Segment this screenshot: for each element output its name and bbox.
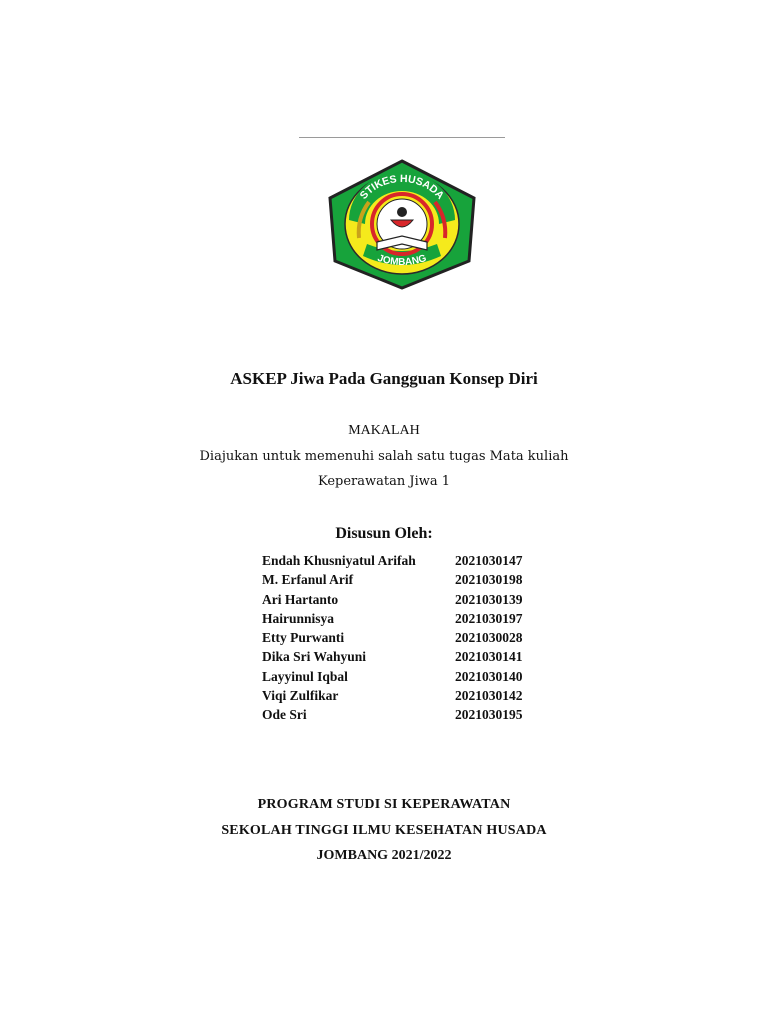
document-type: MAKALAH [348,423,420,438]
author-nim: 2021030147 [455,553,523,568]
author-name: Viqi Zulfikar [262,688,339,704]
author-name: Endah Khusniyatul Arifah [262,553,416,568]
program-name: PROGRAM STUDI SI KEPERAWATAN [257,797,511,812]
author-list [262,553,562,727]
author-row [262,630,562,649]
author-nim: 2021030141 [455,649,523,665]
author-row [262,572,562,591]
author-nim: 2021030140 [455,668,523,684]
author-row [262,669,562,688]
author-row [262,649,562,668]
author-name: M. Erfanul Arif [262,572,354,588]
author-nim: 2021030198 [455,572,523,588]
lamp-flame-icon [397,207,407,217]
school-name: SEKOLAH TINGGI ILMU KESEHATAN HUSADA [221,823,547,838]
logo-frame [299,137,505,332]
author-name: Ari Hartanto [262,591,339,607]
author-nim: 2021030139 [455,591,523,607]
course-name: Keperawatan Jiwa 1 [317,474,451,489]
author-name: Layyinul Iqbal [262,668,348,684]
authored-by-heading: Disusun Oleh: [335,525,433,542]
logo-bottom-text: JOMBANG [376,252,428,269]
author-row [262,688,562,707]
author-name: Etty Purwanti [262,630,345,646]
author-nim: 2021030195 [455,707,523,723]
stikes-husada-logo [319,158,485,293]
author-nim: 2021030142 [455,688,523,704]
author-row [262,611,562,630]
place-year: JOMBANG 2021/2022 [316,848,452,863]
document-title: ASKEP Jiwa Pada Gangguan Konsep Diri [230,369,538,388]
author-row [262,592,562,611]
author-name: Hairunnisya [262,610,335,626]
author-name: Dika Sri Wahyuni [262,649,367,665]
purpose-text: Diajukan untuk memenuhi salah satu tugas Mata kuliah [199,449,569,464]
author-nim: 2021030197 [455,610,523,626]
author-nim: 2021030028 [455,630,523,646]
author-row [262,553,562,572]
logo-top-text: STIKES HUSADA [357,172,447,202]
author-row [262,707,562,726]
author-name: Ode Sri [262,707,307,723]
